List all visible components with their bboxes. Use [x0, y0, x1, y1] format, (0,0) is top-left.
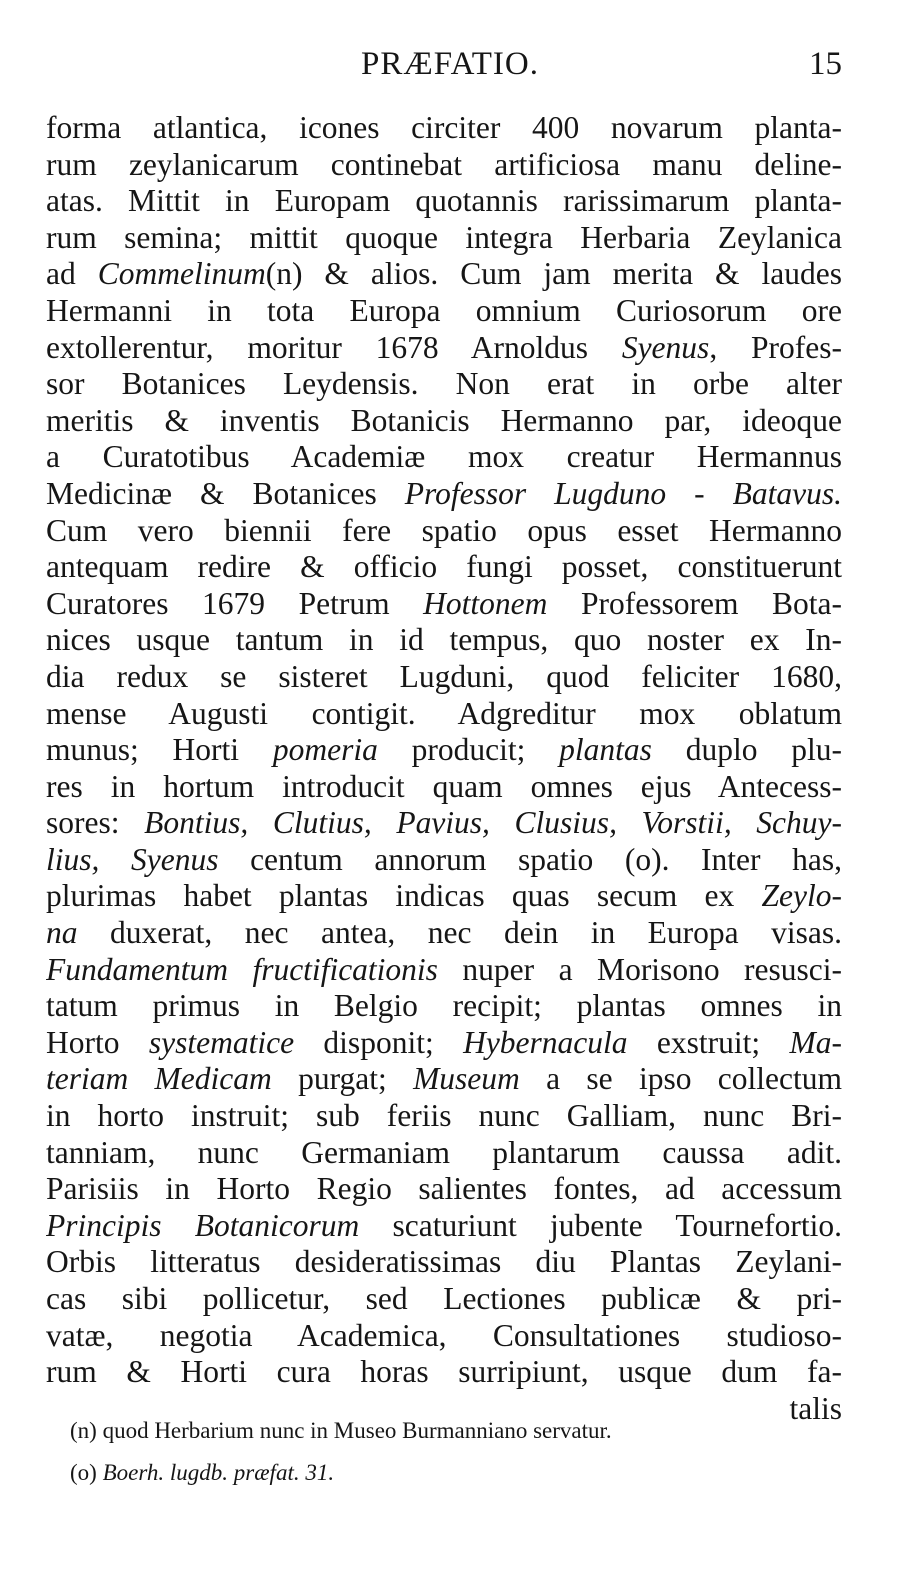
text-line	[46, 1025, 842, 1062]
text-segment: antequam redire & officio fungi posset, constituerunt	[46, 549, 842, 585]
italic-text: Boerh. lugdb. præfat. 31.	[102, 1460, 335, 1485]
text-segment: dia redux se sisteret Lugduni, quod feliciter 1680,	[46, 658, 842, 694]
text-segment: producit;	[377, 732, 560, 768]
text-segment: tanniam, nunc Germaniam plantarum caussa adit.	[46, 1134, 842, 1170]
italic-text: plantas	[559, 732, 652, 768]
text-line	[46, 513, 842, 550]
italic-text: Professor Lugduno - Batavus.	[404, 475, 842, 511]
text-line	[46, 330, 842, 367]
italic-text: pomeria	[272, 732, 378, 768]
text-segment: purgat;	[271, 1061, 414, 1097]
text-segment: nices usque tantum in id tempus, quo noster ex In-	[46, 622, 842, 658]
italic-text: Principis Botanicorum	[46, 1207, 360, 1243]
text-segment: sor Botanices Leydensis. Non erat in orbe alter	[46, 366, 842, 402]
italic-text: Hottonem	[423, 585, 548, 621]
italic-text: na	[46, 915, 78, 951]
italic-text: Fundamentum fructificationis	[46, 951, 438, 987]
text-line	[46, 988, 842, 1025]
text-segment: in horto instruit; sub feriis nunc Galliam, nunc Bri-	[46, 1098, 842, 1134]
text-segment: extollerentur, moritur 1678 Arnoldus	[46, 329, 622, 365]
text-segment: a Curatotibus Academiæ mox creatur Hermannus	[46, 439, 842, 475]
running-title: PRÆFATIO.	[360, 46, 539, 82]
text-segment: Medicinæ & Botanices	[46, 475, 405, 511]
italic-text: teriam Medicam	[46, 1061, 272, 1097]
italic-text: lius, Syenus	[46, 841, 219, 877]
text-line	[46, 915, 842, 952]
text-segment: sores:	[46, 805, 145, 841]
text-line	[46, 732, 842, 769]
text-line	[46, 1354, 842, 1391]
text-segment: mense Augusti contigit. Adgreditur mox oblatum	[46, 695, 842, 731]
text-line	[46, 769, 842, 806]
text-segment: nuper a Morisono resusci-	[437, 951, 842, 987]
text-line	[46, 403, 842, 440]
text-line	[46, 256, 842, 293]
text-line	[46, 293, 842, 330]
text-line	[46, 183, 842, 220]
text-segment: Cum vero biennii fere spatio opus esset Hermanno	[46, 512, 842, 548]
text-line	[46, 147, 842, 184]
text-segment: rum zeylanicarum continebat artificiosa manu deline-	[46, 146, 842, 182]
text-segment: (n) quod Herbarium nunc in Museo Burmanniano servatur.	[70, 1418, 612, 1443]
text-segment: ad	[46, 256, 98, 292]
text-segment: talis	[789, 1390, 842, 1426]
italic-text: Zeylo-	[761, 878, 842, 914]
text-line	[46, 439, 842, 476]
italic-text: Commelinum	[97, 256, 266, 292]
text-segment: cas sibi pollicetur, sed Lectiones publicæ & pri-	[46, 1281, 842, 1316]
text-segment: atas. Mittit in Europam quotannis rarissimarum planta-	[46, 183, 842, 219]
text-line	[46, 952, 842, 989]
text-line	[46, 659, 842, 696]
page-number: 15	[809, 46, 842, 82]
text-line	[46, 696, 842, 733]
text-line	[46, 586, 842, 623]
text-line	[46, 1244, 842, 1281]
text-segment: scaturiunt jubente Tournefortio.	[359, 1207, 842, 1243]
text-segment: forma atlantica, icones circiter 400 novarum planta-	[46, 110, 842, 145]
text-segment: (o)	[70, 1460, 103, 1485]
text-line	[46, 1281, 842, 1318]
text-segment: rum & Horti cura horas surripiunt, usque dum fa-	[46, 1354, 842, 1390]
text-segment: rum semina; mittit quoque integra Herbaria Zeylanica	[46, 219, 842, 255]
text-line	[46, 1208, 842, 1245]
text-line	[46, 1135, 842, 1172]
text-segment: tatum primus in Belgio recipit; plantas omnes in	[46, 988, 842, 1024]
text-segment: vatæ, negotia Academica, Consultationes studioso-	[46, 1317, 842, 1353]
text-segment: (n) & alios. Cum jam merita & laudes	[265, 256, 842, 292]
text-segment: exstruit;	[627, 1024, 790, 1060]
text-segment: Parisiis in Horto Regio salientes fontes, ad accessum	[46, 1171, 842, 1207]
text-line	[46, 220, 842, 257]
text-line	[46, 1171, 842, 1208]
text-line	[46, 805, 842, 842]
text-segment: meritis & inventis Botanicis Hermanno par, ideoque	[46, 402, 842, 438]
text-line	[46, 366, 842, 403]
text-segment: Horto	[46, 1024, 149, 1060]
italic-text: Museum	[413, 1061, 520, 1097]
footnote	[70, 1410, 850, 1452]
text-line	[46, 549, 842, 586]
text-line	[46, 622, 842, 659]
text-line	[46, 1098, 842, 1135]
text-segment: disponit;	[294, 1024, 464, 1060]
text-line	[46, 842, 842, 879]
text-segment: plurimas habet plantas indicas quas secum ex	[46, 878, 762, 914]
text-segment: centum annorum spatio (o). Inter has,	[218, 841, 842, 877]
text-segment: Hermanni in tota Europa omnium Curiosorum ore	[46, 292, 842, 328]
text-line	[46, 110, 842, 147]
text-line	[46, 1061, 842, 1098]
body-text	[46, 110, 842, 1427]
text-segment: duxerat, nec antea, nec dein in Europa visas.	[77, 915, 842, 951]
text-segment: Professorem Bota-	[547, 585, 842, 621]
text-segment: , Profes-	[709, 329, 842, 365]
text-segment: duplo plu-	[651, 732, 842, 768]
italic-text: Hybernacula	[463, 1024, 628, 1060]
italic-text: Bontius, Clutius, Pavius, Clusius, Vorstii, Schuy-	[144, 805, 842, 841]
text-segment: Orbis litteratus desideratissimas diu Plantas Zeylani-	[46, 1244, 842, 1280]
text-line	[46, 476, 842, 513]
italic-text: systematice	[148, 1024, 295, 1060]
text-segment: res in hortum introducit quam omnes ejus Antecess-	[46, 768, 842, 804]
text-line	[46, 878, 842, 915]
italic-text: Syenus	[621, 329, 710, 365]
page-header	[0, 46, 900, 94]
text-line	[46, 1318, 842, 1355]
footnote	[70, 1452, 850, 1494]
text-segment: a se ipso collectum	[519, 1061, 842, 1097]
italic-text: Ma-	[789, 1024, 842, 1060]
footnotes	[70, 1410, 850, 1494]
text-segment: Curatores 1679 Petrum	[46, 585, 424, 621]
text-segment: munus; Horti	[46, 732, 273, 768]
